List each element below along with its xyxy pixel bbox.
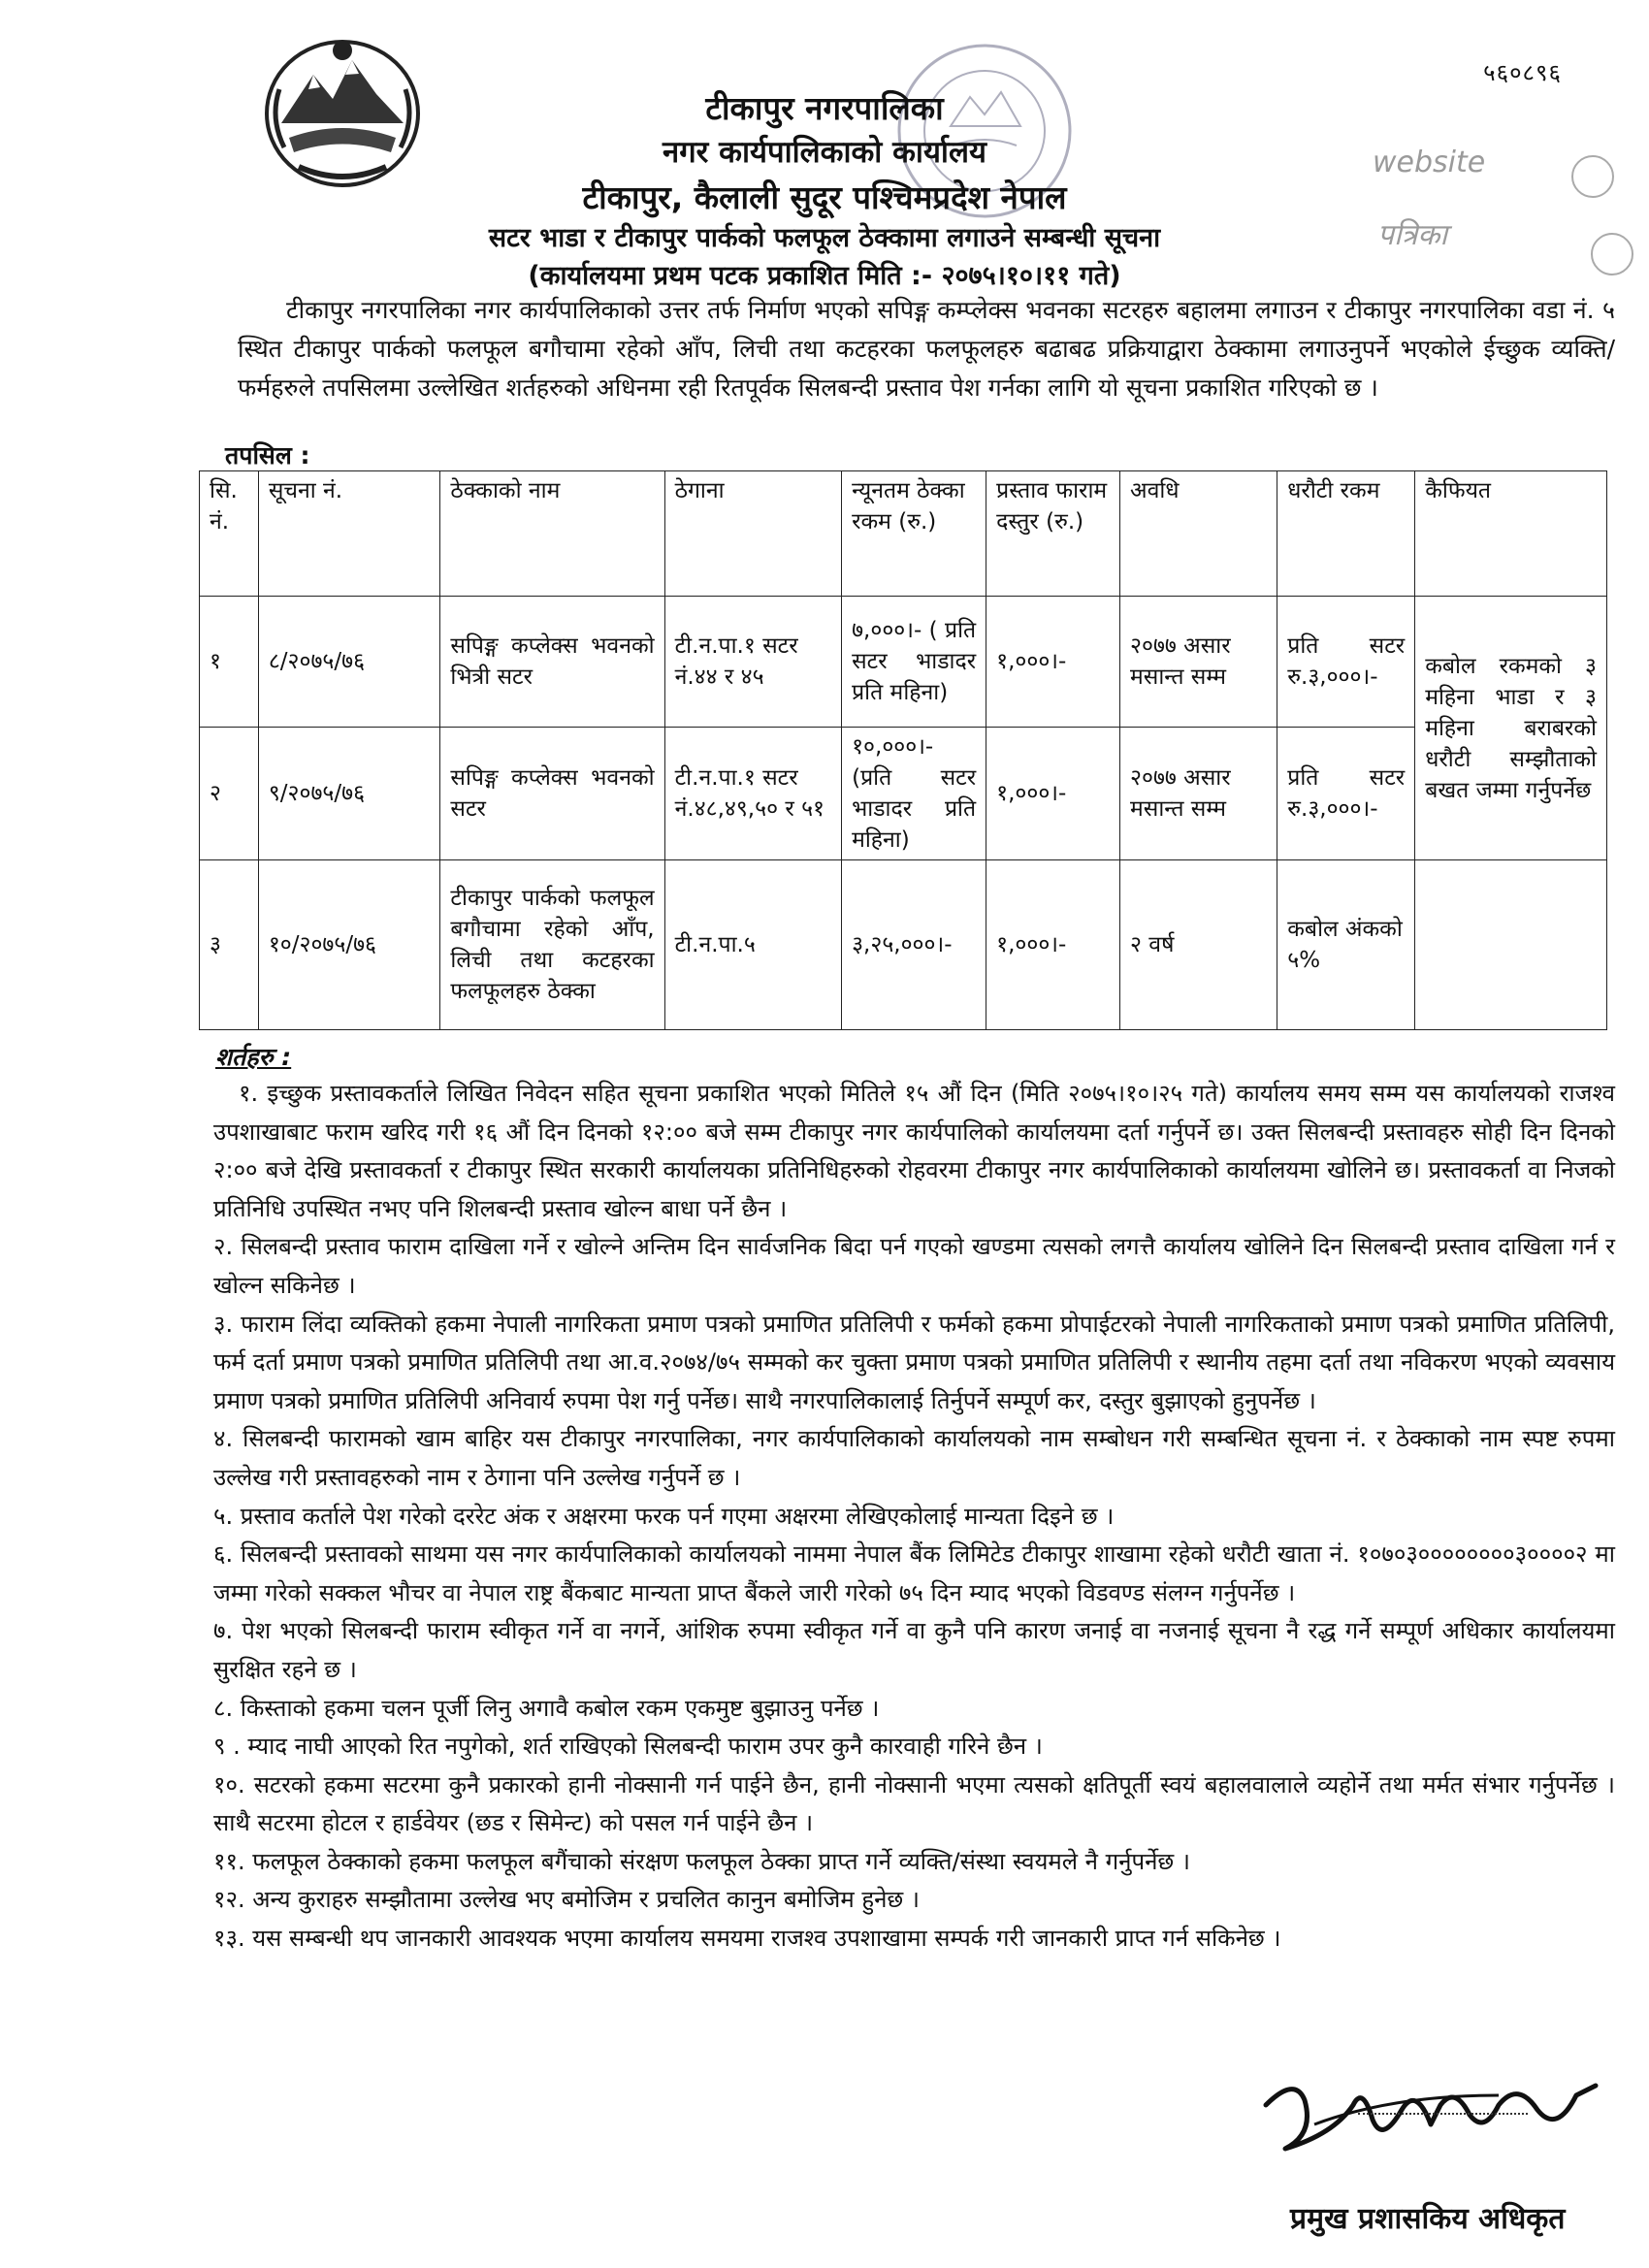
condition-item: ४. सिलबन्दी फारामको खाम बाहिर यस टीकापुर नगरपालिका, नगर कार्यपालिकाको कार्यालयको नाम सम्बोधन गरी सम्बन्धित सूचना नं. र ठेक्काको नाम स्पष्ट रुपमा उल्लेख गरी प्रस्तावहरुको नाम र ठेगाना पनि उल्लेख गर्नुपर्ने छ । xyxy=(213,1425,1615,1491)
condition-item: १३. यस सम्बन्धी थप जानकारी आवश्यक भएमा कार्यालय समयमा राजश्व उपशाखामा सम्पर्क गरी जानकारी प्राप्त गर्न सकिनेछ । xyxy=(213,1925,1281,1953)
condition-item: १२. अन्य कुराहरु सम्झौतामा उल्लेख भए बमोजिम र प्रचलित कानुन बमोजिम हुनेछ । xyxy=(213,1886,920,1914)
condition-item: ११. फलफूल ठेक्काको हकमा फलफूल बगैंचाको संरक्षण फलफूल ठेक्का प्राप्त गर्ने व्यक्ति/संस्था स्वयमले नै गर्नुपर्नेछ । xyxy=(213,1847,1190,1875)
col-header-min-amount: न्यूनतम ठेक्का रकम (रु.) xyxy=(842,471,986,597)
office-name: नगर कार्यपालिकाको कार्यालय xyxy=(663,135,986,170)
notice-subject: सटर भाडा र टीकापुर पार्कको फलफूल ठेक्कामा लगाउने सम्बन्धी सूचना xyxy=(488,223,1161,253)
cell-serial: ३ xyxy=(200,860,259,1030)
cell-remarks xyxy=(1415,860,1607,1030)
office-address: टीकापुर, कैलाली सुदूर पश्चिमप्रदेश नेपाल xyxy=(582,178,1067,216)
condition-item: ५. प्रस्ताव कर्ताले पेश गरेको दररेट अंक र अक्षरमा फरक पर्न गएमा अक्षरमा लेखिएकोलाई मान्यता दिइने छ । xyxy=(213,1502,1115,1530)
conditions-title: शर्तहरु : xyxy=(215,1043,292,1071)
cell-address: टी.न.पा.१ सटर नं.४८,४९,५० र ५१ xyxy=(664,728,842,860)
cell-contract-name: टीकापुर पार्कको फलफूल बगौचामा रहेको आँप, लिची तथा कटहरका फलफूलहरु ठेक्का xyxy=(440,860,664,1030)
cell-duration: २०७७ असार मसान्त सम्म xyxy=(1120,597,1277,728)
cell-min-amount: १०,०००।- (प्रति सटर भाडादर प्रति महिना) xyxy=(842,728,986,860)
col-header-form-fee: प्रस्ताव फाराम दस्तुर (रु.) xyxy=(986,471,1120,597)
cell-deposit: कबोल अंकको ५% xyxy=(1277,860,1415,1030)
col-header-contract-name: ठेक्काको नाम xyxy=(440,471,664,597)
details-label: तपसिल : xyxy=(225,441,310,470)
cell-remarks: कबोल रकमको ३ महिना भाडा र ३ महिना बराबरको धरौटी सम्झौताको बखत जम्मा गर्नुपर्नेछ xyxy=(1415,597,1607,860)
cell-notice-no: ८/२०७५/७६ xyxy=(258,597,440,728)
margin-note-patrika: पत्रिका xyxy=(1377,218,1448,252)
cell-min-amount: ७,०००।- ( प्रति सटर भाडादर प्रति महिना) xyxy=(842,597,986,728)
conditions-list xyxy=(213,1075,1615,1959)
margin-note-website: website xyxy=(1373,146,1486,179)
condition-item: २. सिलबन्दी प्रस्ताव फाराम दाखिला गर्ने र खोल्ने अन्तिम दिन सार्वजनिक बिदा पर्न गएको खण्डमा त्यसको लगत्तै कार्यालय खोलिने दिन सिलबन्दी प्रस्ताव दाखिला गर्न र खोल्न सकिनेछ । xyxy=(213,1233,1615,1299)
condition-item: ७. पेश भएको सिलबन्दी फाराम स्वीकृत गर्ने वा नगर्ने, आंशिक रुपमा स्वीकृत गर्ने वा कुनै पनि कारण जनाई वा नजनाई सूचना नै रद्ध गर्ने सम्पूर्ण अधिकार कार्यालयमा सुरक्षित रहने छ । xyxy=(213,1617,1615,1683)
table-row xyxy=(200,597,1607,728)
col-header-notice-no: सूचना नं. xyxy=(258,471,440,597)
publication-date: (कार्यालयमा प्रथम पटक प्रकाशित मिति :- २०७५।१०।११ गते) xyxy=(528,261,1121,291)
condition-item: ९ . म्याद नाघी आएको रित नपुगेको, शर्त राखिएको सिलबन्दी फाराम उपर कुनै कारवाही गरिने छैन । xyxy=(213,1733,1043,1761)
cell-deposit: प्रति सटर रु.३,०००।- xyxy=(1277,597,1415,728)
col-header-duration: अवधि xyxy=(1120,471,1277,597)
reference-number: ५६०८९६ xyxy=(1483,59,1562,86)
cell-notice-no: १०/२०७५/७६ xyxy=(258,860,440,1030)
table-header-row xyxy=(200,471,1607,597)
condition-item: ६. सिलबन्दी प्रस्तावको साथमा यस नगर कार्यपालिकाको कार्यालयको नाममा नेपाल बैंक लिमिटेड टीकापुर शाखामा रहेको धरौटी खाता नं. १०७०३००००००००३००००२ मा जम्मा गरेको सक्कल भौचर वा नेपाल राष्ट्र बैंकबाट मान्यता प्राप्त बैंकले जारी गरेको ७५ दिन म्याद भएको विडवण्ड संलग्न गर्नुपर्नेछ । xyxy=(213,1540,1615,1606)
col-header-serial: सि. नं. xyxy=(200,471,259,597)
cell-contract-name: सपिङ्ग कप्लेक्स भवनको सटर xyxy=(440,728,664,860)
cell-form-fee: १,०००।- xyxy=(986,728,1120,860)
col-header-deposit: धरौटी रकम xyxy=(1277,471,1415,597)
cell-duration: २ वर्ष xyxy=(1120,860,1277,1030)
intro-paragraph: टीकापुर नगरपालिका नगर कार्यपालिकाको उत्तर तर्फ निर्माण भएको सपिङ्ग कम्प्लेक्स भवनका सटरहरु बहालमा लगाउन र टीकापुर नगरपालिका वडा नं. ५ स्थित टीकापुर पार्कको फलफूल बगौचामा रहेको आँप, लिची तथा कटहरका फलफूलहरु बढाबढ प्रक्रियाद्वारा ठेक्कामा लगाउनुपर्ने भएकोले ईच्छुक व्यक्ति/फर्महरुले तपसिलमा उल्लेखित शर्तहरुको अधिनमा रही रितपूर्वक सिलबन्दी प्रस्ताव पेश गर्नका लागि यो सूचना प्रकाशित गरिएको छ । xyxy=(238,296,1615,402)
signature-icon xyxy=(1246,2066,1615,2173)
cell-serial: १ xyxy=(200,597,259,728)
cell-form-fee: १,०००।- xyxy=(986,860,1120,1030)
cell-form-fee: १,०००।- xyxy=(986,597,1120,728)
table-row xyxy=(200,728,1607,860)
tender-table xyxy=(199,470,1607,1030)
condition-item: ३. फाराम लिंदा व्यक्तिको हकमा नेपाली नागरिकता प्रमाण पत्रको प्रमाणित प्रतिलिपी र फर्मको हकमा प्रोपाईटरको नेपाली नागरिकताको प्रमाण पत्रको प्रमाणित प्रतिलिपी, फर्म दर्ता प्रमाण पत्रको प्रमाणित प्रतिलिपी तथा आ.व.२०७४/७५ सम्मको कर चुक्ता प्रमाण पत्रको प्रमाणित प्रतिलिपी र स्थानीय तहमा दर्ता तथा नविकरण भएको व्यवसाय प्रमाण पत्रको प्रमाणित प्रतिलिपी अनिवार्य रुपमा पेश गर्नु पर्नेछ। साथै नगरपालिकालाई तिर्नुपर्ने सम्पूर्ण कर, दस्तुर बुझाएको हुनुपर्नेछ । xyxy=(213,1310,1615,1414)
cell-deposit: प्रति सटर रु.३,०००।- xyxy=(1277,728,1415,860)
cell-duration: २०७७ असार मसान्त सम्म xyxy=(1120,728,1277,860)
municipality-name: टीकापुर नगरपालिका xyxy=(705,89,944,127)
condition-item: १०. सटरको हकमा सटरमा कुनै प्रकारको हानी नोक्सानी गर्न पाईने छैन, हानी नोक्सानी भएमा त्यसको क्षतिपूर्ती स्वयं बहालवालाले व्यहोर्ने तथा मर्मत संभार गर्नुपर्नेछ । साथै सटरमा होटल र हार्डवेयर (छड र सिमेन्ट) को पसल गर्न पाईने छैन । xyxy=(213,1770,1615,1837)
cell-contract-name: सपिङ्ग कप्लेक्स भवनको भित्री सटर xyxy=(440,597,664,728)
cell-notice-no: ९/२०७५/७६ xyxy=(258,728,440,860)
cell-address: टी.न.पा.१ सटर नं.४४ र ४५ xyxy=(664,597,842,728)
col-header-remarks: कैफियत xyxy=(1415,471,1607,597)
cell-serial: २ xyxy=(200,728,259,860)
cell-min-amount: ३,२५,०००।- xyxy=(842,860,986,1030)
cell-address: टी.न.पा.५ xyxy=(664,860,842,1030)
table-row xyxy=(200,860,1607,1030)
col-header-address: ठेगाना xyxy=(664,471,842,597)
condition-item: १. इच्छुक प्रस्तावकर्ताले लिखित निवेदन सहित सूचना प्रकाशित भएको मितिले १५ औं दिन (मिति २०७५।१०।२५ गते) कार्यालय समय सम्म यस कार्यालयको राजश्व उपशाखाबाट फराम खरिद गरी १६ औं दिन दिनको १२:०० बजे सम्म टीकापुर नगर कार्यपालिको कार्यालयमा दर्ता गर्नुपर्ने छ। उक्त सिलबन्दी प्रस्तावहरु सोही दिन दिनको २:०० बजे देखि प्रस्तावकर्ता र टीकापुर स्थित सरकारी कार्यालयका प्रतिनिधिहरुको रोहवरमा टीकापुर नगर कार्यपालिकाको कार्यालयमा खोलिने छ। प्रस्तावकर्ता वा निजको प्रतिनिधि उपस्थित नभए पनि शिलबन्दी प्रस्ताव खोल्न बाधा पर्ने छैन । xyxy=(213,1080,1615,1222)
condition-item: ८. किस्ताको हकमा चलन पूर्जी लिनु अगावै कबोल रकम एकमुष्ट बुझाउनु पर्नेछ । xyxy=(213,1694,880,1722)
signature-line xyxy=(1358,2113,1528,2115)
signatory-title: प्रमुख प्रशासकिय अधिकृत xyxy=(1290,2202,1566,2236)
